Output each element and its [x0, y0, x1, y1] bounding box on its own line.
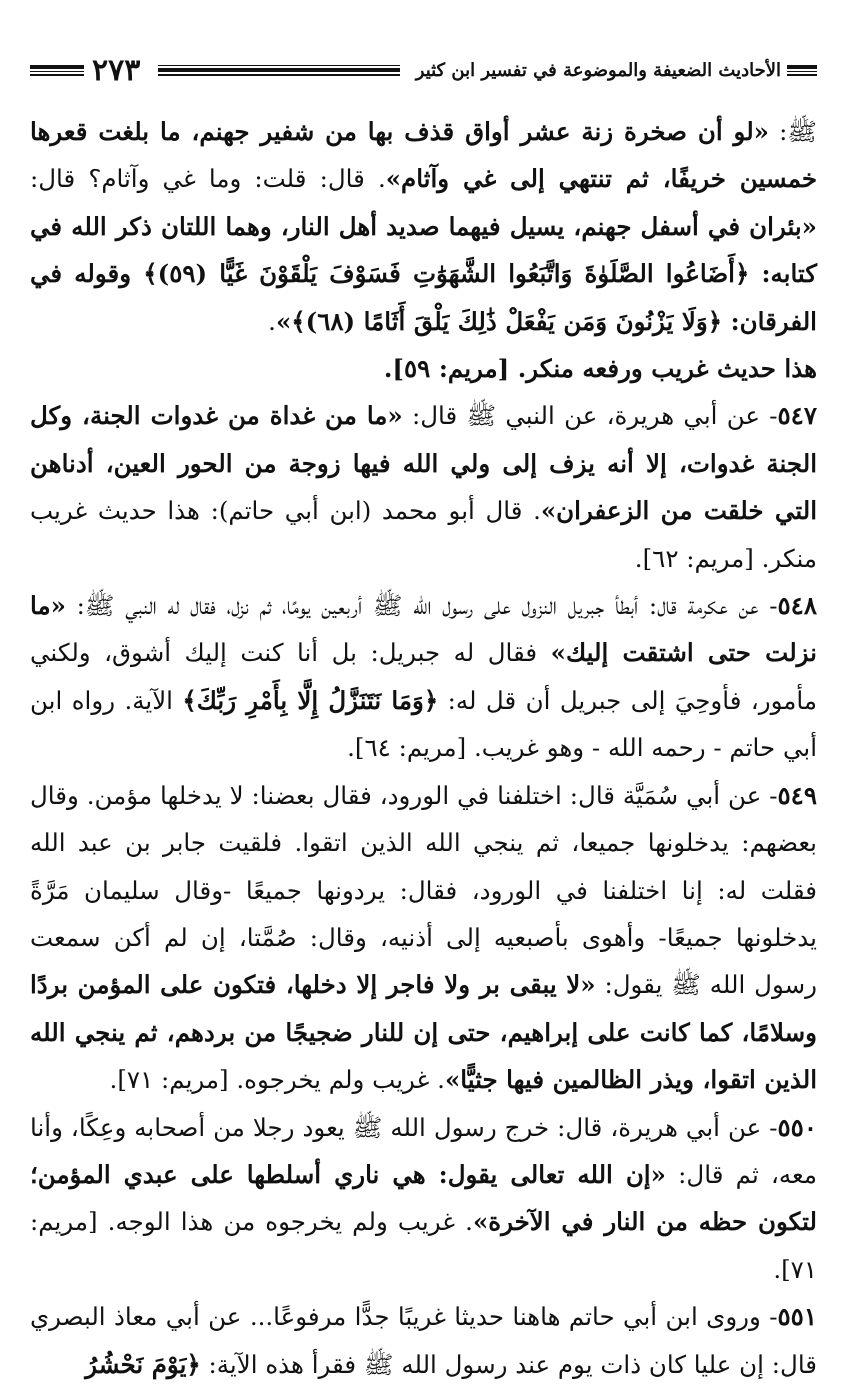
paragraph-hadith-548: [30, 582, 817, 772]
bold-text-segment: ﴿وَمَا نَتَنَزَّلُ إِلَّا بِأَمْرِ رَبِّكَ﴾: [182, 685, 439, 715]
body-text: [30, 108, 817, 1388]
bold-text-segment: «لا يبقى بر ولا فاجر إلا دخلها، فتكون على المؤمن بردًا وسلامًا، كما كانت على إبراهيم، حتى إن للنار ضجيجًا من بردهم، ثم ينجي الله الذين اتقوا، ويذر الظالمين فيها جثيًّا»: [30, 970, 817, 1095]
paragraph-hadith-549: [30, 772, 817, 1104]
header-rule-left: [30, 65, 84, 76]
header-rule-right: [787, 65, 817, 76]
paragraph-hadith-547: [30, 392, 817, 582]
bold-text-segment: ٥٥٠: [777, 1112, 817, 1142]
page-header: [30, 50, 817, 90]
bold-text-segment: هذا حديث غريب ورفعه منكر. [مريم: ٥٩].: [383, 354, 817, 384]
text-segment: - عن أبي هريرة، عن النبي ﷺ قال:: [402, 401, 778, 431]
bold-text-segment: ٥٤٧: [777, 401, 817, 431]
text-segment: - عن عكرمة قال: أبطأ جبريل النزول على رسول الله ﷺ أربعين يومًا، ثم نزل، فقال له النبي ﷺ:: [65, 591, 778, 621]
bold-text-segment: «بئران في أسفل جهنم، يسيل فيهما صديد أهل النار، وهما اللتان ذكر الله في كتابه: ﴿أَضَاعُوا الصَّلَوٰةَ وَاتَّبَعُوا الشَّهَوَٰتِ فَسَوْفَ يَلْقَوْنَ غَيًّا (٥٩)﴾ وقوله في الفرقان: ﴿وَلَا يَزْنُونَ وَمَن يَفْعَلْ ذَٰلِكَ يَلْقَ أَثَامًا (٦٨)﴾»: [30, 211, 817, 336]
text-segment: - عن أبي هريرة، قال: خرج رسول الله ﷺ يعود رجلا من أصحابه وعِكًا، وأنا معه، ثم قال:: [30, 1112, 817, 1189]
bold-text-segment: «لو أن صخرة زنة عشر أواق قذف بها من شفير جهنم، ما بلغت قعرها خمسين خريفًا، ثم تنتهي إلى غي وآثام»: [30, 117, 818, 194]
text-segment: . قال أبو محمد (ابن أبي حاتم): هذا حديث غريب منكر. [مريم: ٦٢].: [30, 496, 817, 573]
bold-text-segment: ٥٥١: [777, 1302, 817, 1332]
paragraph-hadith-551: [30, 1293, 817, 1388]
text-segment: . غريب ولم يخرجوه. [مريم: ٧١].: [109, 1065, 445, 1095]
text-segment: - وروى ابن أبي حاتم هاهنا حديثا غريبًا جدًّا مرفوعًا... عن أبي معاذ البصري قال: إن عليا كان ذات يوم عند رسول الله ﷺ فقرأ هذه الآية:: [30, 1302, 817, 1379]
paragraph-grading-note: [30, 345, 817, 392]
text-segment: فقال له جبريل: بل أنا كنت إليك أشوق، ولكني مأمور، فأوحِيَ إلى جبريل أن قل له:: [30, 638, 817, 715]
paragraph-hadith-550: [30, 1104, 817, 1294]
bold-text-segment: «ما من غداة من غدوات الجنة، وكل الجنة غدوات، إلا أنه يزف إلى ولي الله فيها زوجة من الحور العين، أدناهن التي خلقت من الزعفران»: [30, 401, 817, 526]
book-page: [30, 50, 818, 1379]
text-segment: .: [268, 306, 276, 336]
page-number: ٢٧٣: [92, 52, 141, 88]
text-segment: - عن أبي سُمَيَّة قال: اختلفنا في الورود، فقال بعضنا: لا يدخلها مؤمن. وقال بعضهم: يدخلونها جميعا، ثم ينجي الله الذين اتقوا. فلقيت جابر بن عبد الله فقلت له: إنا اختلفنا في الورود، فقال: يردونها جميعًا -وقال سليمان مَرَّةً يدخلونها جميعًا- وأهوى بأصبعيه إلى أذنيه، وقال: صُمَّتا، إن لم أكن سمعت رسول الله ﷺ يقول:: [30, 780, 817, 1000]
running-title: الأحاديث الضعيفة والموضوعة في تفسير ابن كثير: [415, 59, 781, 81]
text-segment: . قال: قلت: وما غي وآثام؟ قال:: [30, 164, 386, 194]
bold-text-segment: «ما نزلت حتى اشتقت إليك»: [30, 591, 817, 668]
text-segment: ﷺ:: [769, 117, 817, 146]
bold-text-segment: ﴿يَوْمَ نَحْشُرُ: [85, 1349, 201, 1379]
paragraph-hadith-continuation: [30, 108, 817, 345]
bold-text-segment: ٥٤٩: [777, 780, 817, 810]
text-segment: الآية. رواه ابن أبي حاتم - رحمه الله - وهو غريب. [مريم: ٦٤].: [30, 685, 817, 763]
bold-text-segment: «إن الله تعالى يقول: هي ناري أسلطها على عبدي المؤمن؛ لتكون حظه من النار في الآخرة»: [30, 1159, 817, 1237]
header-rule-middle: [158, 65, 399, 76]
text-segment: . غريب ولم يخرجوه من هذا الوجه. [مريم: ٧١].: [30, 1207, 817, 1284]
bold-text-segment: ٥٤٨: [777, 591, 817, 621]
